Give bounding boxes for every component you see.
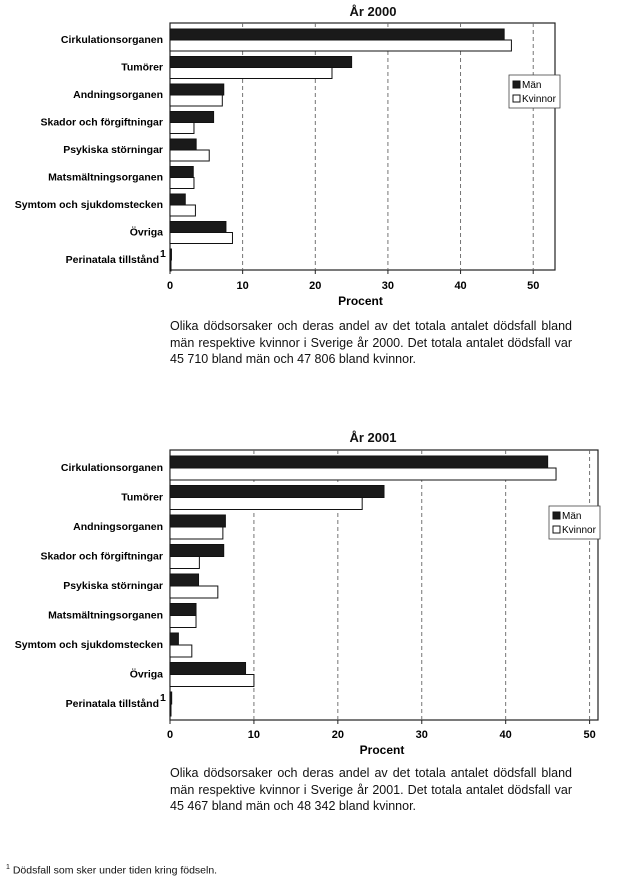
bar-man xyxy=(170,515,225,527)
category-label: Tumörer xyxy=(121,61,163,74)
category-label: Cirkulationsorganen xyxy=(60,34,163,46)
bar-man xyxy=(170,29,504,40)
footnote-marker: 1 xyxy=(6,864,10,871)
bar-man xyxy=(170,249,171,260)
bar-kvinnor xyxy=(170,123,194,134)
x-tick-label: 20 xyxy=(309,280,322,292)
x-axis-label: Procent xyxy=(359,743,405,757)
legend-label: Män xyxy=(522,80,542,91)
bar-man xyxy=(170,167,193,178)
bar-kvinnor xyxy=(170,557,199,569)
bar-man xyxy=(170,57,352,68)
footnote-marker: 1 xyxy=(160,248,166,260)
x-tick-label: 40 xyxy=(454,280,467,292)
category-label: Övriga xyxy=(129,668,163,681)
x-tick-label: 0 xyxy=(166,729,174,741)
bar-man xyxy=(170,574,199,586)
bar-man xyxy=(170,112,214,123)
bar-man xyxy=(170,222,226,233)
x-tick-label: 50 xyxy=(583,729,596,741)
footnote-text: Dödsfall som sker under tiden kring födseln. xyxy=(12,864,218,877)
bar-kvinnor xyxy=(170,586,218,598)
x-tick-label: 50 xyxy=(527,280,540,292)
x-tick-label: 10 xyxy=(236,280,249,292)
bar-man xyxy=(170,545,224,557)
footnote xyxy=(6,864,217,877)
category-label: Symtom och sjukdomstecken xyxy=(14,639,163,651)
bar-kvinnor xyxy=(170,468,556,480)
category-label: Andningsorganen xyxy=(73,521,163,533)
bar-chart-svg xyxy=(0,426,624,756)
category-label: Övriga xyxy=(129,226,163,239)
category-label: Matsmältningsorganen xyxy=(48,171,163,184)
chart-caption: Olika dödsorsaker och deras andel av det totala antalet dödsfall bland män respektive kvinnor i Sverige år 2000. Det totala antalet dödsfall var 45 710 bland män och 47 806 bland kvinnor. xyxy=(170,319,572,366)
bar-kvinnor xyxy=(170,205,195,216)
footnote-marker: 1 xyxy=(160,692,166,704)
category-label: Skador och förgiftningar xyxy=(40,550,163,563)
bar-kvinnor xyxy=(170,498,362,510)
category-label: Psykiska störningar xyxy=(63,580,163,592)
bar-man xyxy=(170,692,172,704)
category-label: Skador och förgiftningar xyxy=(40,116,163,129)
x-tick-label: 30 xyxy=(381,280,395,292)
legend-label: Kvinnor xyxy=(562,525,596,536)
category-label: Psykiska störningar xyxy=(63,144,163,156)
bar-kvinnor xyxy=(170,150,209,161)
bar-man xyxy=(170,633,178,645)
bar-kvinnor xyxy=(170,68,332,79)
bar-kvinnor xyxy=(170,616,196,628)
x-tick-label: 10 xyxy=(247,729,261,741)
bar-kvinnor xyxy=(170,675,254,687)
chart-title: År 2000 xyxy=(349,4,397,19)
legend-label: Kvinnor xyxy=(522,94,556,105)
x-tick-label: 20 xyxy=(331,729,344,741)
category-label: Tumörer xyxy=(121,491,163,504)
legend-swatch xyxy=(553,526,560,533)
bar-kvinnor xyxy=(170,95,222,106)
category-label: Matsmältningsorganen xyxy=(48,609,163,622)
category-label: Perinatala tillstånd xyxy=(65,698,159,710)
bar-man xyxy=(170,604,196,616)
bar-man xyxy=(170,194,185,205)
x-tick-label: 0 xyxy=(166,280,174,292)
x-axis-label: Procent xyxy=(338,294,383,308)
chart-caption: Olika dödsorsaker och deras andel av det totala antalet dödsfall bland män respektive kvinnor i Sverige år 2001. Det totala antalet dödsfall var 45 467 bland män och 48 342 bland kvinnor. xyxy=(170,766,572,813)
bar-man xyxy=(170,663,246,675)
legend-label: Män xyxy=(562,511,582,522)
category-label: Cirkulationsorganen xyxy=(60,462,163,474)
category-label: Perinatala tillstånd xyxy=(65,254,159,266)
bar-kvinnor xyxy=(170,40,511,51)
legend-swatch xyxy=(553,512,560,519)
bar-kvinnor xyxy=(170,260,171,271)
category-label: Andningsorganen xyxy=(73,89,163,101)
bar-chart-svg xyxy=(0,0,624,310)
bar-man xyxy=(170,486,384,498)
legend-swatch xyxy=(513,95,520,102)
legend-swatch xyxy=(513,81,520,88)
category-label: Symtom och sjukdomstecken xyxy=(14,199,163,211)
bar-kvinnor xyxy=(170,233,232,244)
bar-man xyxy=(170,456,548,468)
bar-kvinnor xyxy=(170,178,194,189)
bar-kvinnor xyxy=(170,527,223,539)
bar-man xyxy=(170,84,224,95)
x-tick-label: 40 xyxy=(499,729,512,741)
x-tick-label: 30 xyxy=(415,729,428,741)
bar-man xyxy=(170,139,196,150)
bar-kvinnor xyxy=(170,704,171,716)
chart-title: År 2001 xyxy=(349,430,397,445)
bar-kvinnor xyxy=(170,645,192,657)
